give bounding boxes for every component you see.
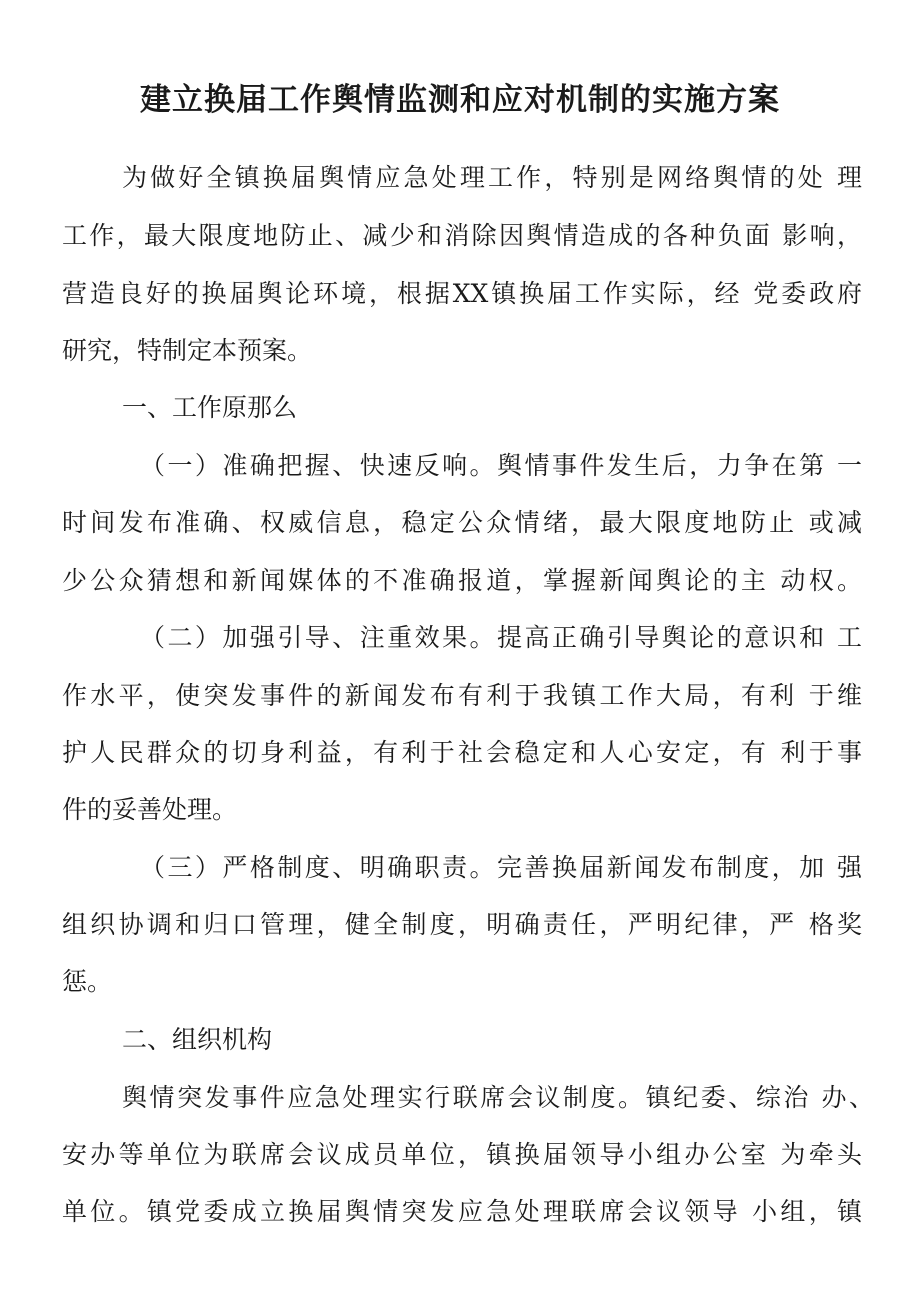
paragraph-line: 舆情突发事件应急处理实行联席会议制度。镇纪委、综治 办、 — [122, 1083, 874, 1112]
document-title: 建立换届工作舆情监测和应对机制的实施方案 — [140, 82, 780, 118]
paragraph-line: 组织协调和归口管理，健全制度，明确责任，严明纪律，严 格奖 — [62, 910, 862, 939]
section-heading: 二、组织机构 — [122, 1025, 273, 1054]
paragraph-line: （二）加强引导、注重效果。提高正确引导舆论的意识和 工 — [140, 623, 862, 652]
paragraph-line: 少公众猜想和新闻媒体的不准确报道，掌握新闻舆论的主 动权。 — [62, 566, 862, 595]
paragraph-line: 护人民群众的切身利益，有利于社会稳定和人心安定，有 利于事 — [62, 738, 862, 767]
paragraph-line: 件的妥善处理。 — [62, 795, 238, 824]
paragraph-line: （三）严格制度、明确职责。完善换届新闻发布制度，加 强 — [140, 853, 862, 882]
section-heading: 一、工作原那么 — [122, 393, 298, 422]
paragraph-line: 惩。 — [62, 967, 113, 996]
paragraph-line: 工作，最大限度地防止、减少和消除因舆情造成的各种负面 影响， — [62, 221, 862, 250]
paragraph-line: 单位。镇党委成立换届舆情突发应急处理联席会议领导 小组，镇 — [62, 1197, 862, 1226]
paragraph-line: （一）准确把握、快速反响。舆情事件发生后，力争在第 一 — [140, 451, 862, 480]
paragraph-line: 营造良好的换届舆论环境，根据XX镇换届工作实际，经 党委政府 — [62, 279, 862, 308]
paragraph-line: 研究，特制定本预案。 — [62, 336, 313, 365]
paragraph-line: 为做好全镇换届舆情应急处理工作，特别是网络舆情的处 理 — [122, 163, 862, 192]
paragraph-line: 安办等单位为联席会议成员单位，镇换届领导小组办公室 为牵头 — [62, 1140, 862, 1169]
paragraph-line: 作水平，使突发事件的新闻发布有利于我镇工作大局，有利 于维 — [62, 681, 862, 710]
paragraph-line: 时间发布准确、权威信息，稳定公众情绪，最大限度地防止 或减 — [62, 508, 862, 537]
